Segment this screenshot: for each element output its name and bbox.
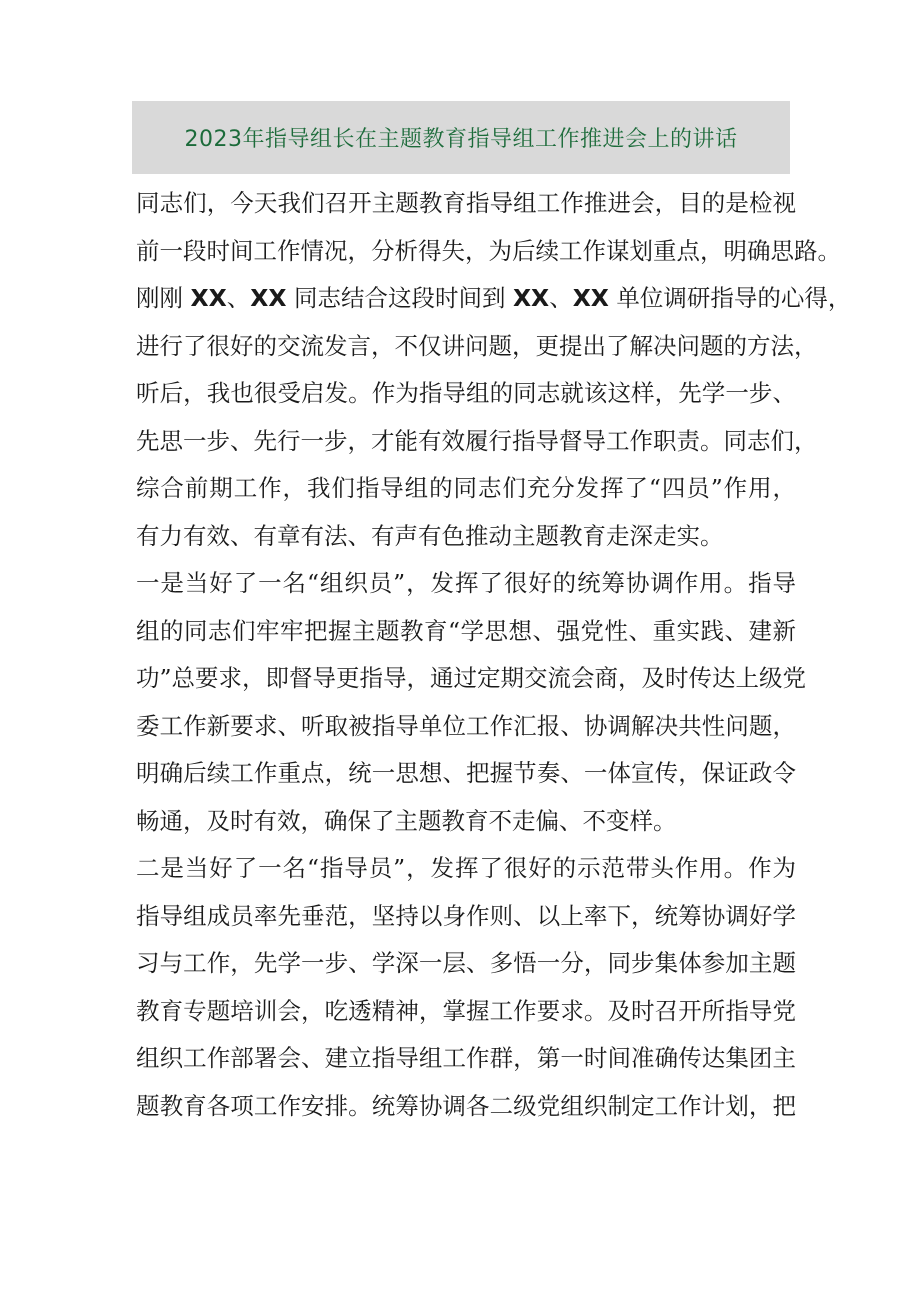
text-run: 二是当好了一名“指导员”，发挥了很好的示范带头作用。作为 — [136, 854, 796, 882]
text-run: 教育专题培训会，吃透精神，掌握工作要求。及时召开所指导党 — [136, 996, 796, 1025]
text-run: 一是当好了一名“组织员”，发挥了很好的统筹协调作用。指导 — [136, 569, 796, 597]
text-run: 同志结合这段时间到 — [286, 284, 513, 312]
document-title: 2023年指导组长在主题教育指导组工作推进会上的讲话 — [184, 127, 738, 152]
text-run: 、 — [226, 284, 251, 312]
paragraph — [136, 560, 807, 845]
placeholder-text: XX — [190, 284, 227, 312]
text-run: 畅通，及时有效，确保了主题教育不走偏、不变样。 — [136, 806, 677, 835]
text-line — [136, 560, 796, 608]
text-run: 题教育各项工作安排。统筹协调各二级党组织制定工作计划，把 — [136, 1091, 796, 1120]
text-run: 明确后续工作重点，统一思想、把握节奏、一体宣传，保证政令 — [136, 759, 796, 787]
text-line — [136, 323, 818, 371]
text-line — [136, 275, 852, 323]
placeholder-text: XX — [250, 284, 287, 312]
paragraph — [136, 180, 852, 560]
text-run: 委工作新要求、听取被指导单位工作汇报、协调解决共性问题， — [136, 711, 796, 740]
text-line — [136, 845, 796, 893]
title-banner — [132, 101, 790, 174]
text-line — [136, 655, 807, 703]
text-line — [136, 940, 796, 988]
text-run: 功”总要求，即督导更指导，通过定期交流会商，及时传达上级党 — [136, 664, 807, 692]
text-run: 组织工作部署会、建立指导组工作群，第一时间准确传达集团主 — [136, 1044, 796, 1072]
text-line — [136, 180, 796, 228]
text-line — [136, 893, 796, 941]
text-line — [136, 465, 796, 513]
text-line — [136, 370, 796, 418]
text-run: 有力有效、有章有法、有声有色推动主题教育走深走实。 — [136, 521, 724, 550]
text-run: 前一段时间工作情况，分析得失，为后续工作谋划重点，明确思路。 — [136, 236, 841, 265]
text-line — [136, 750, 796, 798]
text-run: 刚刚 — [136, 284, 191, 312]
text-run: 听后，我也很受启发。作为指导组的同志就该这样，先学一步、 — [136, 379, 796, 407]
paragraph — [136, 845, 796, 1130]
document-body — [136, 180, 852, 1130]
text-run: 组的同志们牢牢把握主题教育“学思想、强党性、重实践、建新 — [136, 616, 796, 645]
placeholder-text: XX — [572, 284, 609, 312]
text-line — [136, 418, 818, 466]
text-line — [136, 1083, 796, 1131]
text-line — [136, 228, 841, 276]
text-run: 同志们，今天我们召开主题教育指导组工作推进会，目的是检视 — [136, 189, 796, 217]
text-line — [136, 513, 796, 561]
text-run: 先思一步、先行一步，才能有效履行指导督导工作职责。同志们， — [136, 426, 818, 455]
text-line — [136, 608, 796, 656]
text-line — [136, 798, 796, 846]
text-run: 综合前期工作，我们指导组的同志们充分发挥了“四员”作用， — [136, 474, 796, 502]
text-line — [136, 703, 796, 751]
text-line — [136, 1035, 796, 1083]
text-run: 、 — [549, 284, 573, 312]
placeholder-text: XX — [512, 284, 550, 312]
text-run: 进行了很好的交流发言，不仅讲问题，更提出了解决问题的方法， — [136, 331, 818, 360]
text-run: 习与工作，先学一步、学深一层、多悟一分，同步集体参加主题 — [136, 949, 796, 977]
text-run: 单位调研指导的心得， — [608, 284, 852, 312]
text-run: 指导组成员率先垂范，坚持以身作则、以上率下，统筹协调好学 — [136, 901, 796, 930]
text-line — [136, 988, 796, 1036]
